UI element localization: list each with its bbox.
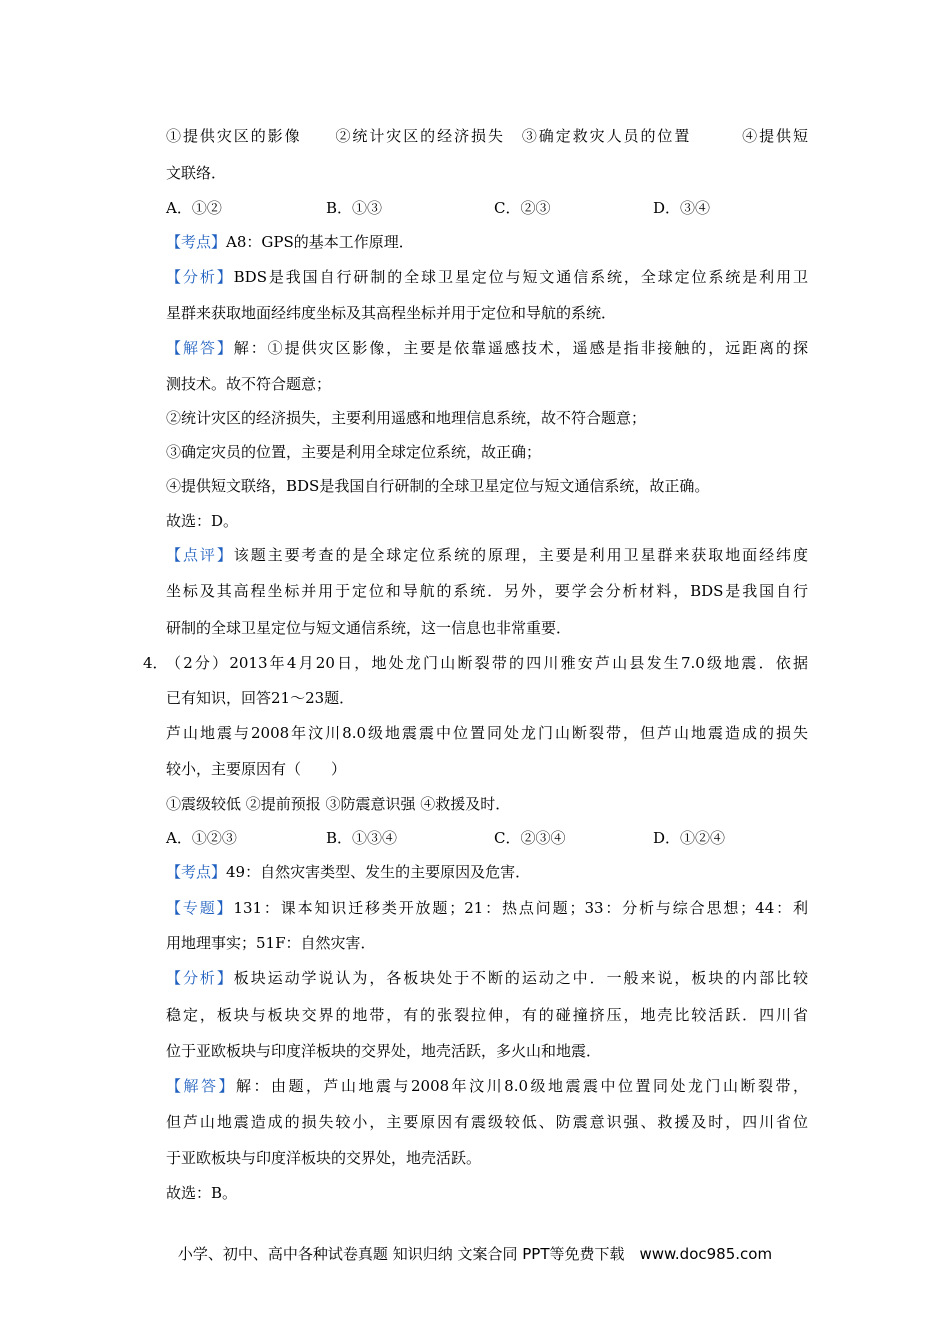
q3-jieda-4: ③确定灾员的位置，主要是利用全球定位系统，故正确； xyxy=(166,443,542,461)
q4-jieda-1: 【解答】解：由题，芦山地震与2008年汶川8.0级地震震中位置同处龙门山断裂带， xyxy=(166,1077,808,1095)
q4-jieda-2: 但芦山地震造成的损失较小，主要原因有震级较低、防震意识强、救援及时，四川省位 xyxy=(166,1113,808,1131)
q3-options-line-1: ①提供灾区的影像 ②统计灾区的经济损失 ③确定救灾人员的位置 ④提供短 xyxy=(166,127,808,145)
q4-fenxi-2: 稳定，板块与板块交界的地带，有的张裂拉伸，有的碰撞挤压，地壳比较活跃．四川省 xyxy=(166,1006,808,1024)
page-footer: 小学、初中、高中各种试卷真题 知识归纳 文案合同 PPT等免费下载 www.doc985.com xyxy=(177,1245,773,1263)
q4-fenxi-1: 【分析】板块运动学说认为，各板块处于不断的运动之中．一般来说，板块的内部比较 xyxy=(166,969,808,987)
q4-jieda-3: 于亚欧板块与印度洋板块的交界处，地壳活跃。 xyxy=(166,1149,482,1167)
q3-dianping-1: 【点评】该题主要考查的是全球定位系统的原理，主要是利用卫星群来获取地面经纬度 xyxy=(166,546,808,564)
q4-number: 4． xyxy=(143,654,168,672)
jieda-tag: 【解答】 xyxy=(166,339,234,357)
q3-dianping-3: 研制的全球卫星定位与短文通信系统，这一信息也非常重要． xyxy=(166,619,572,637)
kaodian-tag: 【考点】 xyxy=(166,863,227,881)
q3-jieda-5: ④提供短文联络，BDS是我国自行研制的全球卫星定位与短文通信系统，故正确。 xyxy=(166,477,710,495)
fenxi-tag: 【分析】 xyxy=(166,268,234,286)
fenxi-tag: 【分析】 xyxy=(166,969,234,987)
q4-zhuanti-1: 【专题】131：课本知识迁移类开放题；21：热点问题；33：分析与综合思想；44：利 xyxy=(166,899,808,917)
q4-choice-d: D．①②④ xyxy=(653,829,726,847)
q3-answer: 故选：D。 xyxy=(166,512,239,530)
q4-stem-2: 已有知识，回答21～23题． xyxy=(166,689,355,707)
q4-choice-b: B．①③④ xyxy=(326,829,398,847)
q4-zhuanti-2: 用地理事实；51F：自然灾害． xyxy=(166,934,376,952)
q3-kaodian: 【考点】A8：GPS的基本工作原理． xyxy=(166,233,414,251)
q3-options-line-2: 文联络． xyxy=(166,164,227,182)
q3-fenxi-1: 【分析】BDS是我国自行研制的全球卫星定位与短文通信系统，全球定位系统是利用卫 xyxy=(166,268,808,286)
kaodian-tag: 【考点】 xyxy=(166,233,227,251)
q4-answer: 故选：B。 xyxy=(166,1184,238,1202)
q4-kaodian: 【考点】49：自然灾害类型、发生的主要原因及危害． xyxy=(166,863,531,881)
q3-jieda-3: ②统计灾区的经济损失，主要利用遥感和地理信息系统，故不符合题意； xyxy=(166,409,647,427)
q3-jieda-1: 【解答】解：①提供灾区影像，主要是依靠遥感技术，遥感是指非接触的，远距离的探 xyxy=(166,339,808,357)
q3-fenxi-2: 星群来获取地面经纬度坐标及其高程坐标并用于定位和导航的系统． xyxy=(166,304,617,322)
q3-choice-d: D．③④ xyxy=(653,199,711,217)
q4-options-line: ①震级较低 ②提前预报 ③防震意识强 ④救援及时． xyxy=(166,795,511,813)
zhuanti-tag: 【专题】 xyxy=(166,899,234,917)
q4-stem-3: 芦山地震与2008年汶川8.0级地震震中位置同处龙门山断裂带，但芦山地震造成的损失 xyxy=(166,724,808,742)
dianping-tag: 【点评】 xyxy=(166,546,234,564)
q3-choice-b: B．①③ xyxy=(326,199,383,217)
q3-choice-a: A．①② xyxy=(166,199,222,217)
q4-stem-4: 较小，主要原因有（ ） xyxy=(166,760,347,778)
q4-choice-a: A．①②③ xyxy=(166,829,237,847)
q4-fenxi-3: 位于亚欧板块与印度洋板块的交界处，地壳活跃，多火山和地震． xyxy=(166,1042,602,1060)
q4-choice-c: C．②③④ xyxy=(494,829,566,847)
q3-dianping-2: 坐标及其高程坐标并用于定位和导航的系统．另外，要学会分析材料，BDS是我国自行 xyxy=(166,582,808,600)
q3-choice-c: C．②③ xyxy=(494,199,551,217)
jieda-tag: 【解答】 xyxy=(166,1077,236,1095)
q3-jieda-2: 测技术。故不符合题意； xyxy=(166,375,332,393)
q4-stem-1: 4． （2分）2013年4月20日，地处龙门山断裂带的四川雅安芦山县发生7.0级地震．依据 xyxy=(143,654,808,672)
